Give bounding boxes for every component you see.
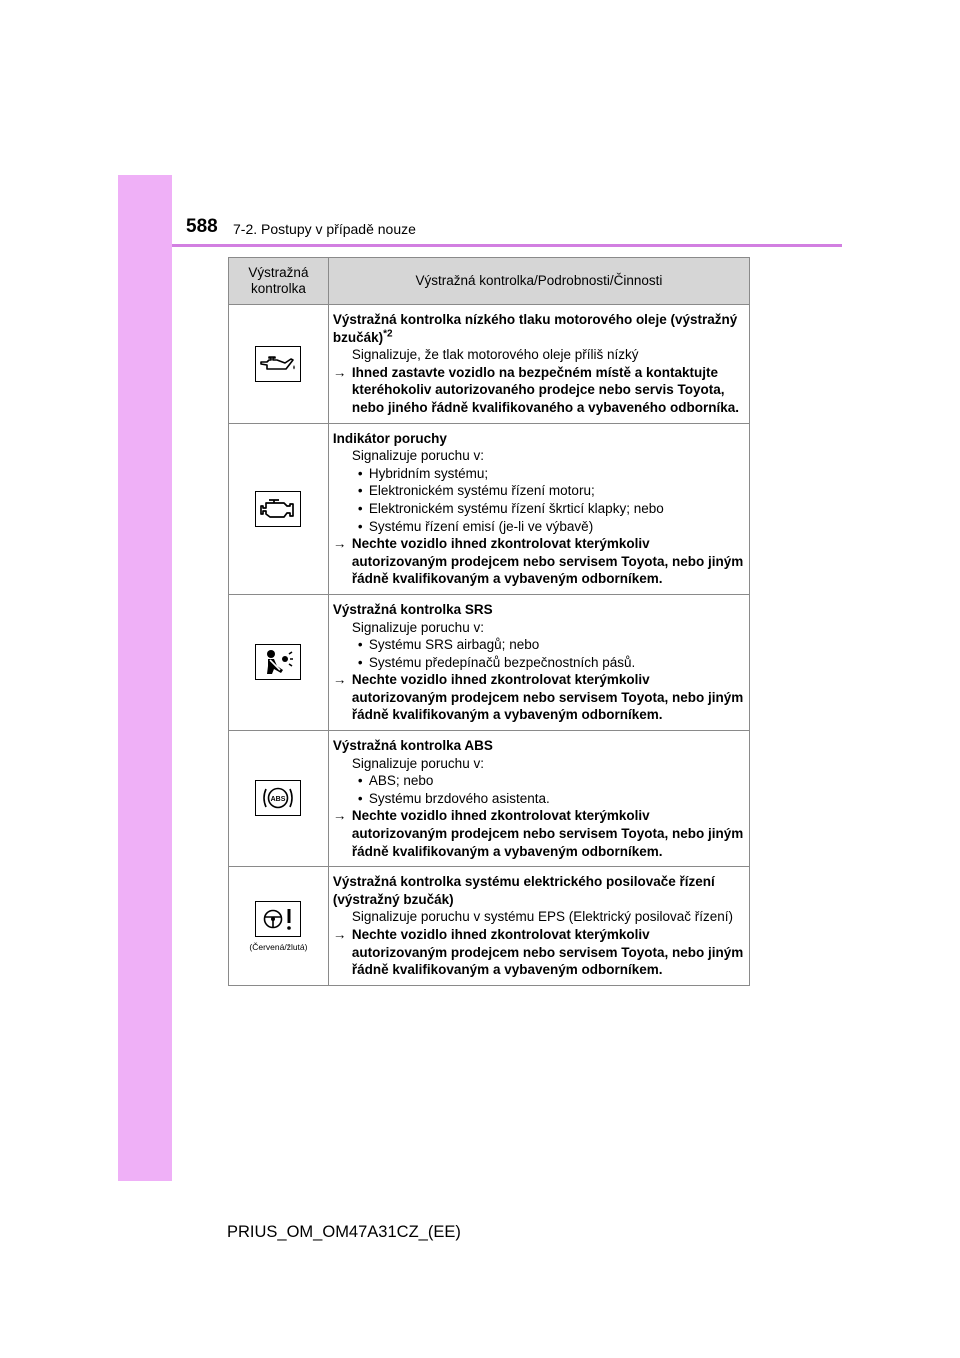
icon-cell (229, 731, 329, 867)
action-text: → Nechte vozidlo ihned zkontrolovat kterýmkoliv autorizovaným prodejcem nebo servisem Toyota, nebo jiným řádně kvalifikovaným a vybaveným odborníkem. (332, 808, 744, 859)
icon-cell (229, 867, 329, 986)
abs-icon-label: ABS (271, 795, 286, 803)
warning-title: Výstražná kontrolka systému elektrického posilovače řízení (výstražný bzučák) (332, 874, 715, 907)
list-item: • ABS; nebo (333, 772, 745, 790)
table-row (229, 423, 750, 594)
list-item: • Elektronickém systému řízení škrticí klapky; nebo (333, 500, 745, 518)
info-text: Signalizuje poruchu v: (351, 619, 484, 635)
header-rule (172, 244, 842, 247)
action-text: → Nechte vozidlo ihned zkontrolovat kterýmkoliv autorizovaným prodejcem nebo servisem Toyota, nebo jiným řádně kvalifikovaným a vybaveným odborníkem. (332, 536, 744, 587)
section-title: 7-2. Postupy v případě nouze (233, 221, 416, 237)
description-cell (328, 305, 749, 424)
srs-airbag-icon (255, 644, 301, 680)
side-color-band (118, 175, 172, 1181)
list-item: • Hybridním systému; (333, 465, 745, 483)
action-text: → Nechte vozidlo ihned zkontrolovat kterýmkoliv autorizovaným prodejcem nebo servisem Toyota, nebo jiným řádně kvalifikovaným a vybaveným odborníkem. (332, 672, 744, 723)
description-cell (328, 867, 749, 986)
document-code: PRIUS_OM_OM47A31CZ_(EE) (227, 1223, 461, 1241)
table-row (229, 594, 750, 730)
table-row (229, 305, 750, 424)
abs-icon (255, 780, 301, 816)
check-engine-icon (255, 491, 301, 527)
action-text: → Nechte vozidlo ihned zkontrolovat kterýmkoliv autorizovaným prodejcem nebo servisem Toyota, nebo jiným řádně kvalifikovaným a vybaveným odborníkem. (332, 927, 744, 978)
column-header-description: Výstražná kontrolka/Podrobnosti/Činnosti (328, 258, 749, 305)
list-item: • Systému předepínačů bezpečnostních pásů. (333, 654, 745, 672)
list-item: • Systému SRS airbagů; nebo (333, 636, 745, 654)
table-header-row (229, 258, 750, 305)
list-item: • Elektronickém systému řízení motoru; (333, 482, 745, 500)
table-row (229, 731, 750, 867)
warning-lights-table (228, 257, 750, 986)
icon-cell (229, 305, 329, 424)
list-item: • Systému brzdového asistenta. (333, 790, 745, 808)
icon-cell (229, 594, 329, 730)
info-text: Signalizuje poruchu v: (351, 448, 484, 464)
icon-caption: (Červená/žlutá) (249, 941, 308, 952)
description-cell (328, 731, 749, 867)
page-number: 588 (186, 216, 218, 237)
table-row (229, 867, 750, 986)
warning-title: Výstražná kontrolka nízkého tlaku motorového oleje (výstražný bzučák)$^{*2}$ (332, 312, 738, 345)
list-item: • Systému řízení emisí (je-li ve výbavě) (333, 518, 745, 536)
eps-steering-icon (255, 901, 301, 937)
column-header-icon: Výstražná kontrolka (229, 258, 329, 305)
warning-title: Výstražná kontrolka ABS (332, 738, 493, 754)
description-cell (328, 423, 749, 594)
warning-title: Indikátor poruchy (332, 430, 447, 446)
description-cell (328, 594, 749, 730)
info-text: Signalizuje poruchu v systému EPS (Elektrický posilovač řízení) (351, 909, 734, 925)
action-text: → Ihned zastavte vozidlo na bezpečném místě a kontaktujte kteréhokoliv autorizovaného prodejce nebo servis Toyota, nebo jiného řádně kvalifikovaného a vybaveného odborníka. (332, 364, 739, 415)
info-text: Signalizuje, že tlak motorového oleje příliš nízký (351, 347, 639, 363)
oil-pressure-icon (255, 346, 301, 382)
warning-title: Výstražná kontrolka SRS (332, 601, 493, 617)
info-text: Signalizuje poruchu v: (351, 755, 484, 771)
icon-cell (229, 423, 329, 594)
